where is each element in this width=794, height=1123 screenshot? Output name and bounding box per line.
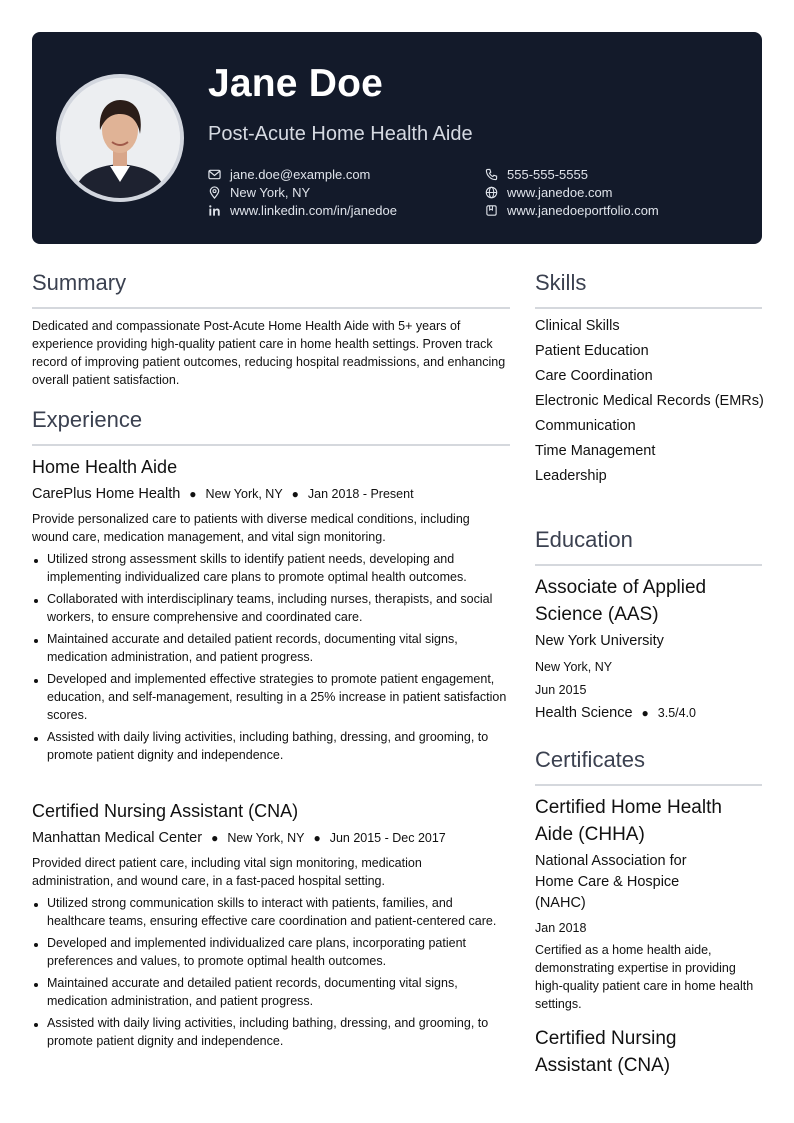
certificate-name: Certified Home Health Aide (CHHA) (535, 797, 722, 845)
contact-portfolio[interactable] (485, 201, 659, 219)
job-dates: Jun 2015 - Dec 2017 (329, 831, 446, 845)
job-location: New York, NY (205, 487, 283, 501)
separator-dot: ● (189, 487, 197, 501)
certificates-heading: Certificates (535, 747, 646, 772)
education-location: New York, NY (535, 660, 613, 674)
job-meta (32, 486, 414, 502)
certificate-date: Jan 2018 (535, 921, 587, 935)
contact-linkedin[interactable] (208, 201, 397, 219)
candidate-name: Jane Doe (208, 62, 384, 105)
education-school: New York University (535, 633, 664, 649)
job-meta (32, 830, 446, 846)
contact-website[interactable] (485, 183, 613, 201)
profile-photo (56, 74, 184, 202)
contact-phone[interactable] (485, 165, 588, 183)
job-bullet: Maintained accurate and detailed patient records, documenting vital signs, medication administration, and patient progress. (32, 630, 512, 666)
job-title: Certified Nursing Assistant (CNA) (32, 801, 299, 821)
education-date: Jun 2015 (535, 683, 587, 697)
skill-item: Patient Education (535, 343, 649, 359)
summary-heading: Summary (32, 270, 127, 295)
job-bullet: Assisted with daily living activities, including bathing, dressing, and grooming, to promote patient dignity and independence. (32, 1014, 512, 1050)
education-field: Health Science (535, 705, 633, 721)
contact-email[interactable] (208, 165, 370, 183)
summary-text: Dedicated and compassionate Post-Acute Home Health Aide with 5+ years of experience providing high-quality patient care in home health settings. Proven track record of improving patient outcomes, reducing hospital readmissions, and enhancing overall patient satisfaction. (32, 319, 506, 387)
skills-divider (535, 307, 762, 309)
job-bullets (32, 550, 512, 768)
skill-item: Clinical Skills (535, 318, 620, 334)
separator-dot: ● (211, 831, 219, 845)
phone-icon (485, 168, 498, 181)
job-description: Provide personalized care to patients with diverse medical conditions, including wound care, medication management, and vital sign monitoring. (32, 512, 470, 544)
skill-item: Care Coordination (535, 368, 653, 384)
contact-location (208, 183, 310, 201)
experience-divider (32, 444, 510, 446)
contact-phone-text: 555-555-5555 (507, 166, 588, 182)
separator-dot: ● (641, 706, 649, 720)
skill-item: Leadership (535, 468, 607, 484)
separator-dot: ● (291, 487, 299, 501)
resume-header (32, 32, 762, 244)
contact-portfolio-text: www.janedoeportfolio.com (507, 202, 659, 218)
skill-item: Time Management (535, 443, 656, 459)
experience-heading: Experience (32, 407, 143, 432)
certificate-description: Certified as a home health aide, demonstrating expertise in providing high-quality patient care in home health settings. (535, 943, 754, 1011)
job-description: Provided direct patient care, including vital sign monitoring, medication administration, and wound care, in a fast-paced hospital setting. (32, 856, 422, 888)
skill-item: Electronic Medical Records (EMRs) (535, 393, 764, 409)
job-dates: Jan 2018 - Present (307, 487, 414, 501)
profile-photo-illustration (60, 78, 180, 198)
map-pin-icon (208, 186, 221, 199)
certificate-name: Certified Nursing Assistant (CNA) (535, 1028, 677, 1076)
job-location: New York, NY (227, 831, 305, 845)
contact-website-text: www.janedoe.com (507, 184, 613, 200)
contact-linkedin-text: www.linkedin.com/in/janedoe (230, 202, 397, 218)
job-bullet: Utilized strong communication skills to interact with patients, families, and healthcare teams, ensuring effective care coordination and patient-centered care. (32, 894, 512, 930)
education-heading: Education (535, 527, 633, 552)
skills-heading: Skills (535, 270, 587, 295)
job-bullet: Utilized strong assessment skills to identify patient needs, developing and implementing individualized care plans to promote optimal health outcomes. (32, 550, 512, 586)
summary-divider (32, 307, 510, 309)
job-title: Home Health Aide (32, 457, 178, 477)
job-bullet: Maintained accurate and detailed patient records, documenting vital signs, medication administration, and patient progress. (32, 974, 512, 1010)
separator-dot: ● (313, 831, 321, 845)
skill-item: Communication (535, 418, 636, 434)
globe-icon (485, 186, 498, 199)
linkedin-icon (208, 204, 221, 217)
certificates-divider (535, 784, 762, 786)
job-bullet: Assisted with daily living activities, including bathing, dressing, and grooming, to promote patient dignity and independence. (32, 728, 512, 764)
job-bullet: Developed and implemented effective strategies to promote patient engagement, education, and self-management, resulting in a 25% increase in patient satisfaction scores. (32, 670, 512, 724)
contact-location-text: New York, NY (230, 184, 311, 200)
candidate-title: Post-Acute Home Health Aide (208, 123, 473, 145)
education-degree: Associate of Applied Science (AAS) (535, 577, 707, 625)
mail-icon (208, 168, 221, 181)
job-company: CarePlus Home Health (32, 486, 181, 502)
job-bullets (32, 894, 512, 1054)
education-divider (535, 564, 762, 566)
job-bullet: Collaborated with interdisciplinary teams, including nurses, therapists, and social workers, to ensure comprehensive and coordinated care. (32, 590, 512, 626)
job-company: Manhattan Medical Center (32, 830, 203, 846)
skills-list (535, 316, 765, 491)
contact-email-text: jane.doe@example.com (230, 166, 371, 182)
education-field-gpa (535, 703, 763, 724)
certificate-issuer: National Association for Home Care & Hospice (NAHC) (535, 853, 687, 911)
education-gpa: 3.5/4.0 (657, 706, 697, 720)
portfolio-icon (485, 204, 498, 217)
job-bullet: Developed and implemented individualized care plans, incorporating patient preferences and values, to promote optimal health outcomes. (32, 934, 512, 970)
